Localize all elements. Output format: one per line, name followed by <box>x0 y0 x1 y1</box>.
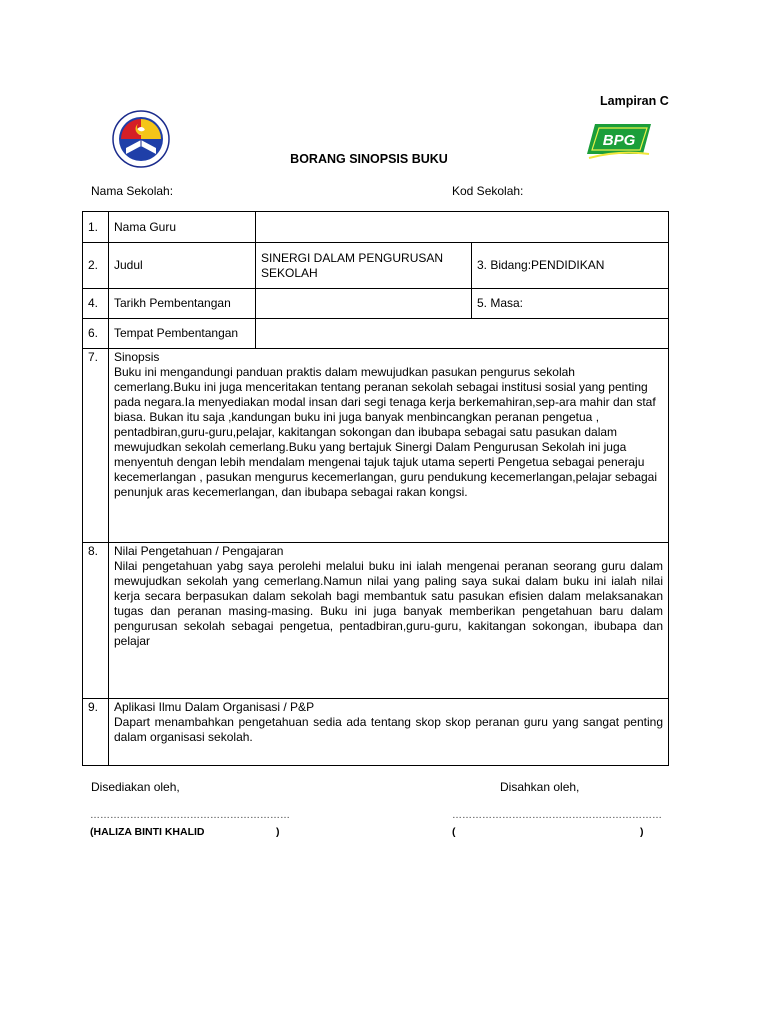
sinopsis-text: Buku ini mengandungi panduan praktis dalam mewujudkan pasukan pengurus sekolah cemerlang.Buku ini juga menceritakan tentang peranan sekolah sebagai institusi sosial yang penting pada negara.Ia menyediakan modal insan dari segi tenaga kerja berkemahiran,sep-ara mahir dan staf biasa. Bukan itu saja ,kandungan buku ini juga banyak menbincangkan peranan pengetua , pentadbiran,guru-guru,pelajar, kakitangan sokongan dan ibubapa sebagai satu pasukan dalam mewujudkan sekolah cemerlang.Buku yang bertajuk Sinergi Dalam Pengurusan Sekolah ini juga menyentuh dengan lebih mendalam mengenai tajuk tajuk utama seperti Pengetua sebagai peneraju kecemerlangan , pasukan mengurus kecemerlangan, guru pendukung kecemerlangan,pelajar sebagai penunjuk aras kecemerlangan, dan ibubapa sebagai rakan kongsi. <box>114 365 658 499</box>
nama-sekolah-label: Nama Sekolah: <box>91 184 174 198</box>
judul-label: Judul <box>109 243 256 289</box>
sinopsis-cell[interactable] <box>109 349 669 543</box>
tempat-label: Tempat Pembentangan <box>109 319 256 349</box>
tarikh-field[interactable] <box>256 289 472 319</box>
sinopsis-label: Sinopsis <box>114 350 160 364</box>
approved-by-label: Disahkan oleh, <box>500 780 580 794</box>
tarikh-label: Tarikh Pembentangan <box>109 289 256 319</box>
nama-guru-field[interactable] <box>256 212 669 243</box>
row-number: 8. <box>83 543 109 699</box>
aplikasi-cell[interactable] <box>109 699 669 766</box>
row-number: 2. <box>83 243 109 289</box>
aplikasi-text: Dapart menambahkan pengetahuan sedia ada tentang skop skop peranan guru yang sangat penting dalam organisasi sekolah. <box>114 715 663 744</box>
row-number: 6. <box>83 319 109 349</box>
row-number: 1. <box>83 212 109 243</box>
approved-signature-line[interactable]: ……………………………………………………… <box>452 810 662 821</box>
row-aplikasi <box>83 699 669 766</box>
nilai-label: Nilai Pengetahuan / Pengajaran <box>114 544 284 558</box>
synopsis-form-table <box>82 211 669 766</box>
nilai-cell[interactable] <box>109 543 669 699</box>
approved-by-open-paren: ( <box>452 826 456 838</box>
row-tempat <box>83 319 669 349</box>
row-judul <box>83 243 669 289</box>
row-nama-guru <box>83 212 669 243</box>
nama-guru-label: Nama Guru <box>109 212 256 243</box>
row-nilai <box>83 543 669 699</box>
bidang-value[interactable]: 3. Bidang:PENDIDIKAN <box>472 243 669 289</box>
bpg-logo-text: BPG <box>602 132 636 149</box>
prepared-signature-line[interactable]: …………………………………………………… <box>90 810 290 821</box>
aplikasi-label: Aplikasi Ilmu Dalam Organisasi / P&P <box>114 700 315 714</box>
row-tarikh <box>83 289 669 319</box>
row-number: 9. <box>83 699 109 766</box>
lampiran-label: Lampiran C <box>600 94 669 108</box>
form-title-text: BORANG SINOPSIS BUKU <box>290 152 448 166</box>
row-sinopsis <box>83 349 669 543</box>
form-title <box>0 152 768 166</box>
approved-by-close-paren: ) <box>640 826 644 838</box>
kod-sekolah-label: Kod Sekolah: <box>452 184 524 198</box>
prepared-by-close-paren: ) <box>276 826 280 838</box>
row-number: 7. <box>83 349 109 543</box>
nilai-text: Nilai pengetahuan yabg saya perolehi melalui buku ini ialah mengenai peranan seorang guru dalam mewujudkan sekolah yang cemerlang.Namun nilai yang paling saya sukai dalam buku ini ialah nilai kerja secara berpasukan dalam sekolah bagi membantuk satu pasukan efisien dalam melaksanakan tugas dan peranan masing-masing. Buku ini juga banyak memberikan pengetahuan baru dalam pengurusan sekolah sebagai pengetua, pentadbiran,guru-guru, kakitangan sokongan, ibubapa dan pelajar <box>114 559 663 648</box>
masa-field[interactable]: 5. Masa: <box>472 289 669 319</box>
judul-value[interactable]: SINERGI DALAM PENGURUSAN SEKOLAH <box>256 243 472 289</box>
row-number: 4. <box>83 289 109 319</box>
prepared-by-name: (HALIZA BINTI KHALID <box>90 826 205 838</box>
tempat-field[interactable] <box>256 319 669 349</box>
prepared-by-label: Disediakan oleh, <box>91 780 180 794</box>
